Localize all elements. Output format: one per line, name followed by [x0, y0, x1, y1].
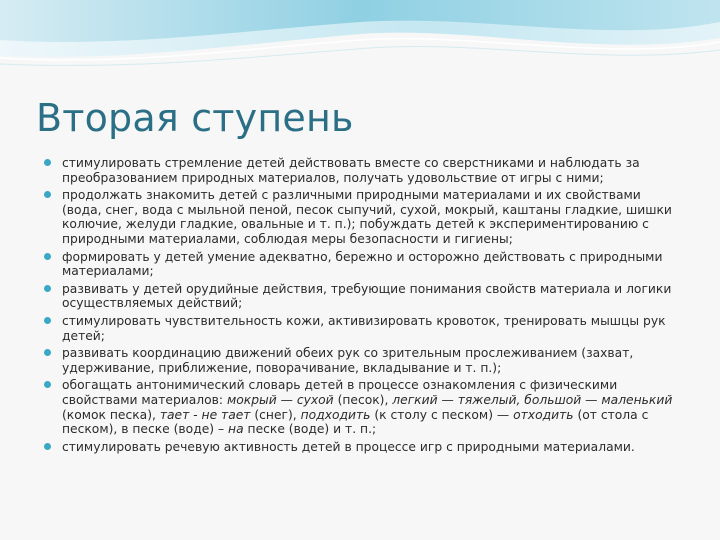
list-item — [44, 250, 676, 279]
list-item — [44, 282, 676, 311]
list-item-text — [62, 250, 662, 279]
emphasized-text: легкий — тяжелый, большой — маленький — [392, 392, 673, 407]
bullet-list — [44, 156, 676, 457]
bullet-icon — [44, 159, 51, 166]
list-item-text — [62, 188, 672, 246]
list-item — [44, 378, 676, 436]
list-item — [44, 188, 676, 246]
bullet-icon — [44, 191, 51, 198]
bullet-icon — [44, 349, 51, 356]
bullet-icon — [44, 285, 51, 292]
list-item — [44, 440, 676, 455]
bullet-icon — [44, 443, 51, 450]
text-run: развивать координацию движений обеих рук со зрительным прослеживанием (захват, удерживание, приближение, поворачивание, вкладывание и т. п.); — [62, 346, 634, 375]
emphasized-text: на — [228, 422, 244, 437]
list-item — [44, 314, 676, 343]
emphasized-text: тает - не тает — [159, 407, 251, 422]
bullet-icon — [44, 317, 51, 324]
text-run: (песок), — [333, 392, 393, 407]
text-run: (комок песка), — [62, 407, 160, 422]
text-run: стимулировать чувствительность кожи, активизировать кровоток, тренировать мышцы рук детей; — [62, 313, 666, 343]
header-wave-decoration — [0, 0, 720, 80]
slide-title: Вторая ступень — [36, 96, 354, 140]
text-run: стимулировать стремление детей действовать вместе со сверстниками и наблюдать за преобразованием природных материалов, получать удовольствие от игры с ними; — [62, 156, 640, 185]
text-run: стимулировать речевую активность детей в процессе игр с природными материалами. — [62, 439, 635, 454]
list-item-text — [62, 314, 666, 343]
bullet-icon — [44, 253, 51, 260]
list-item-text — [62, 156, 640, 185]
text-run: (к столу с песком) — — [370, 407, 514, 422]
list-item-text — [62, 440, 635, 454]
list-item-text — [62, 346, 633, 375]
text-run: (снег), — [250, 407, 301, 422]
emphasized-text: подходить — [300, 407, 371, 422]
list-item — [44, 156, 676, 185]
text-run: продолжать знакомить детей с различными природными материалами и их свойствами (вода, снег, вода с мыльной пеной, песок сыпучий, сухой, мокрый, каштаны гладкие, шишки колючие, желуди гладкие, овальные и т. п.); побуждать детей к экспериментированию с природными материалами, соблюдая меры безопасности и гигиены; — [62, 188, 672, 246]
text-run: формировать у детей умение адекватно, бережно и осторожно действовать с природными материалами; — [62, 249, 663, 279]
list-item — [44, 346, 676, 375]
text-run: обогащать антонимический словарь детей в процессе ознакомления с физическими свойствами материалов: — [62, 378, 618, 407]
bullet-icon — [44, 381, 51, 388]
text-run: песке (воде) и т. п.; — [243, 422, 377, 437]
emphasized-text: мокрый — сухой — [226, 392, 334, 407]
emphasized-text: отходить — [513, 407, 574, 422]
list-item-text — [62, 282, 671, 311]
text-run: развивать у детей орудийные действия, требующие понимания свойств материала и логики осуществляемых действий; — [62, 281, 672, 311]
text-run: (от стола с песком), в песке (воде) – — [62, 407, 649, 437]
list-item-text — [62, 378, 672, 436]
